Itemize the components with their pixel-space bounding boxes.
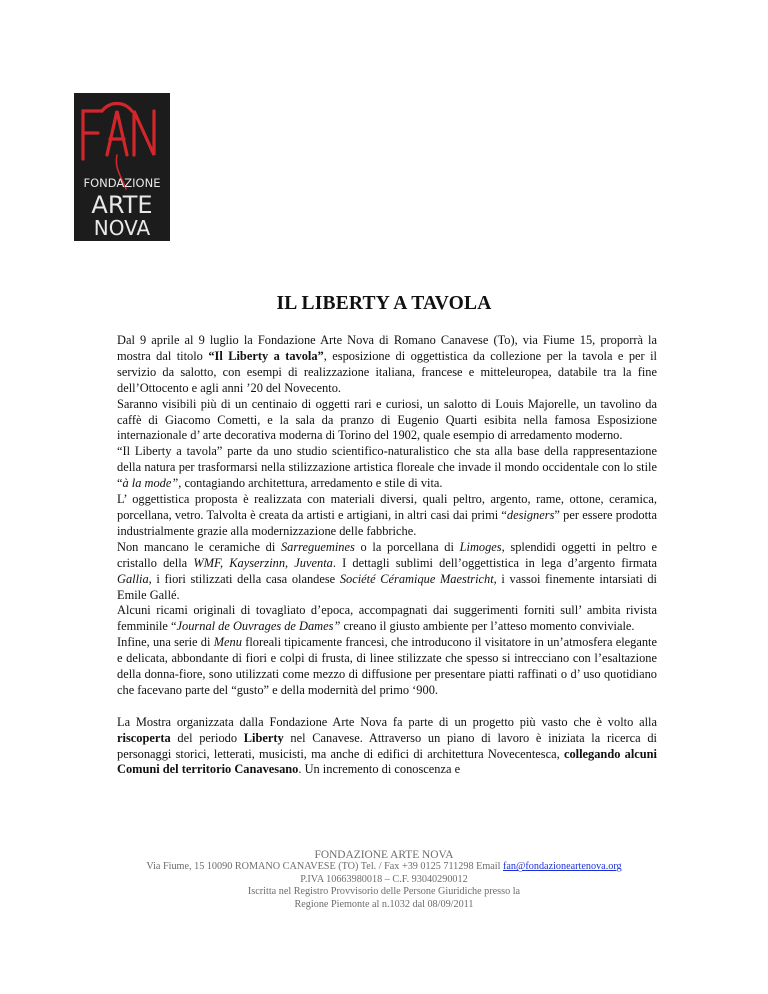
body-paragraph [117,715,657,779]
article-body [117,333,657,778]
body-paragraph [117,444,657,492]
text-run: Non mancano le ceramiche di [117,539,281,554]
text-run: Dal 9 aprile al 9 luglio la Fondazione Arte Nova di Romano Canavese (To), via Fiume 15, proporrà la mostra dal titolo [117,333,657,363]
text-run: nel Canavese. Attraverso un piano di lavoro è iniziata la ricerca di personaggi storici, letterati, musicisti, ma anche di edifici di architettura Novecentesca, [117,730,657,761]
footer-address-line [0,861,768,873]
footer-email-link[interactable]: fan@fondazioneartenova.org [502,861,622,873]
page-title: IL LIBERTY A TAVOLA [276,293,492,314]
italic-run: Limoges [459,539,502,554]
text-run: , esposizione di oggettistica da collezione per la tavola e per il servizio da salotto, con esempi di realizzazione italiana, francese e mitteleuropea, databile tra la fine dell’Ottocento e agli anni ’20 del Novecento. [117,348,657,395]
logo-line-arte: ARTE [91,191,153,219]
text-run: floreali tipicamente francesi, che introducono il visitatore in un’atmosfera elegante e delicata, abbondante di fiori e colpi di frusta, di linee stilizzate che spesso si intrecciano con l’esaltazione della donna-fiore, sono utilizzati come mezzo di diffusione per presentare piatti raffinati o d’ uso quotidiano che facevano parte del “gusto” e della modernità del primo ‘900. [117,635,657,697]
text-run: , contagiando architettura, arredamento e stile di vita. [178,476,443,491]
italic-run: Menu [213,635,242,650]
italic-run: Sarreguemines [280,539,355,554]
text-run: La Mostra organizzata dalla Fondazione Arte Nova fa parte di un progetto più vasto che è volto alla [117,714,657,729]
text-run: Saranno visibili più di un centinaio di oggetti rari e curiosi, un salotto di Louis Majorelle, un tavolino da caffè di Giacomo Cometti, e la sala da pranzo di Eugenio Quarti esibita nella famosa Esposizione internazionale d’ arte decorativa moderna di Torino del 1902, quale esempio di arredamento moderno. [117,396,657,443]
body-paragraph [117,540,657,604]
text-run: L’ oggettistica proposta è realizzata con materiali diversi, quali peltro, argento, rame, ottone, ceramica, porcellana, vetro. Talvolta è creata da artisti e artigiani, in altri casi dai primi “ [117,492,657,522]
logo-line-nova: NOVA [93,216,151,240]
text-run: Infine, una serie di [117,635,214,650]
footer-vat: P.IVA 10663980018 – C.F. 93040290012 [300,873,468,885]
italic-run: designers [506,507,555,522]
body-paragraph [117,397,657,445]
italic-run: Gallia [117,571,149,586]
text-run: , splendidi oggetti in peltro e cristallo della [117,539,657,570]
logo-graphic [74,93,170,241]
footer-address: Via Fiume, 15 10090 ROMANO CANAVESE (TO) Tel. / Fax +39 0125 711298 [146,861,474,873]
text-run: ” per essere prodotta industrialmente grazie alla modernizzazione delle fabbriche. [117,507,657,538]
body-paragraph [117,492,657,540]
footer-email-label: Email [476,861,501,873]
text-run: Alcuni ricami originali di tovagliato d’epoca, accompagnati dai suggerimenti forniti sull’ ambita rivista femminile “ [117,603,657,634]
bold-run: riscoperta [117,730,171,745]
text-run: creano il giusto ambiente per l’atteso momento conviviale. [340,619,635,634]
text-run: . Un incremento di conoscenza e [298,762,461,777]
footer-registry-2: Regione Piemonte al n.1032 dal 08/09/2011 [294,898,474,910]
footer-registry-1: Iscritta nel Registro Provvisorio delle Persone Giuridiche presso la [247,886,521,898]
body-paragraph [117,635,657,699]
text-run: del periodo [170,730,244,745]
italic-run: Société Céramique Maestricht [339,571,494,586]
text-run: o la porcellana di [354,539,460,554]
text-run: , i fiori stilizzati della casa olandese [148,571,340,586]
text-run: , i vassoi finemente intarsiati di Emile Gallé. [117,571,657,602]
italic-run: WMF, Kayserzinn, Juventa [193,555,333,570]
bold-run: collegando alcuni Comuni del territorio Canavesano [117,746,657,777]
bold-run: Liberty [243,730,284,745]
body-paragraph [117,603,657,635]
fondazione-arte-nova-logo [74,93,170,241]
logo-line-fondazione: FONDAZIONE [83,176,161,190]
text-run: . I dettagli sublimi dell’oggettistica in lega d’argento firmata [332,555,658,570]
italic-run: Journal de Ouvrages de Dames” [176,619,341,634]
body-paragraph [117,333,657,397]
letterhead-footer [0,849,768,911]
italic-run: à la mode” [122,476,179,491]
footer-org-name: FONDAZIONE ARTE NOVA [314,849,454,861]
bold-run: “Il Liberty a tavola” [208,348,324,363]
text-run: “Il Liberty a tavola” parte da uno studio scientifico-naturalistico che sta alla base della rappresentazione della natura per trasformarsi nella stilizzazione artistica floreale che invade il mondo occidentale con lo stile “ [117,444,657,491]
